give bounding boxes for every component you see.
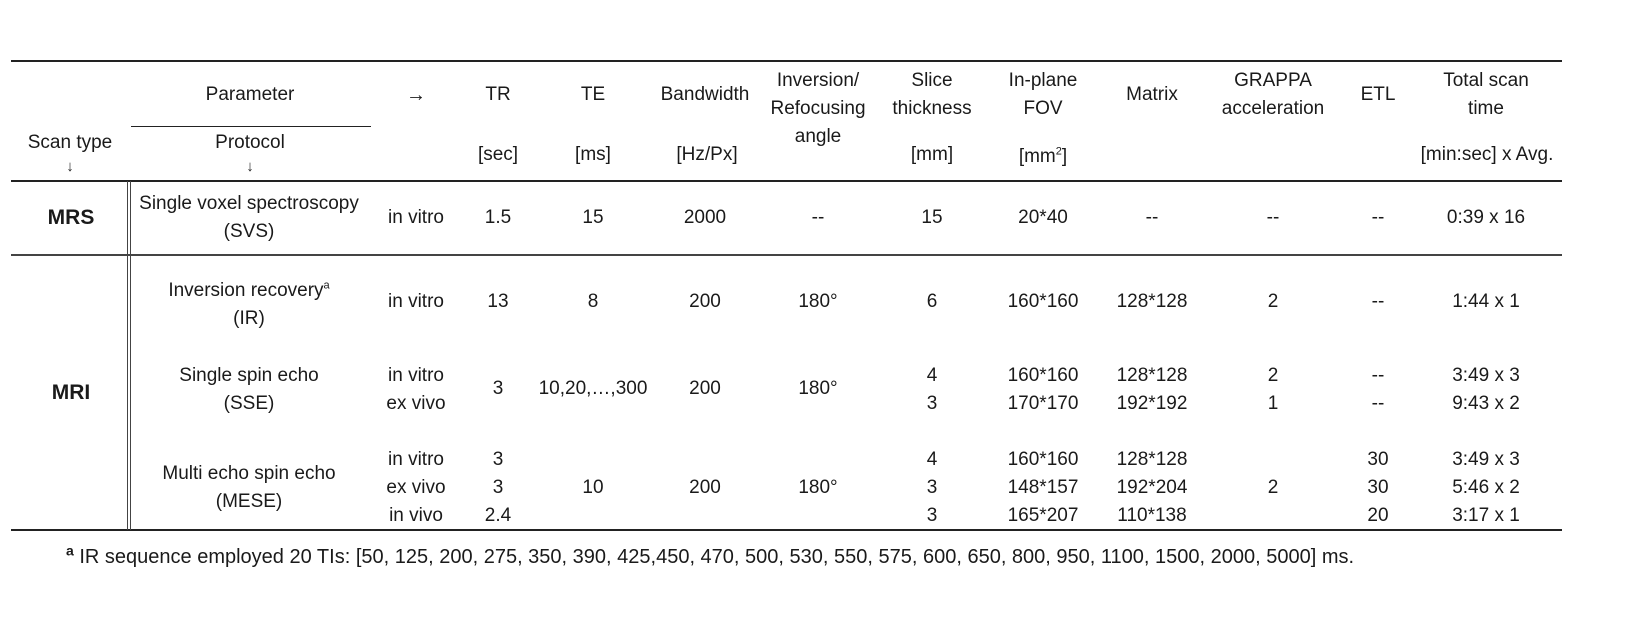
header-time-unit: [min:sec] x Avg. xyxy=(1420,144,1554,165)
mese-fov-2: 148*157 xyxy=(1007,477,1079,498)
header-bandwidth: Bandwidth xyxy=(660,84,750,105)
header-fov-line2: FOV xyxy=(1023,98,1063,119)
header-tr-unit: [sec] xyxy=(477,144,519,165)
footnote-text: IR sequence employed 20 TIs: [50, 125, 200, 275, 350, 390, 425,450, 470, 500, 530, 550, 575, 600, 650, 800, 950, 1100, 1500, 2000, 5000] ms. xyxy=(79,546,1355,568)
ir-slice: 6 xyxy=(926,291,938,312)
mese-condition-3: in vivo xyxy=(389,505,443,526)
sse-matrix-2: 192*192 xyxy=(1116,393,1188,414)
header-te: TE xyxy=(580,84,606,105)
header-slice-unit: [mm] xyxy=(910,144,954,165)
ir-condition: in vitro xyxy=(388,291,444,312)
mese-te: 10 xyxy=(582,477,604,498)
header-scan-type: Scan type xyxy=(27,132,113,153)
mese-angle: 180° xyxy=(798,477,838,498)
sse-condition-1: in vitro xyxy=(388,365,444,386)
mrs-condition: in vitro xyxy=(388,207,444,228)
header-angle-line3: angle xyxy=(794,126,842,147)
ir-protocol-line1: Inversion recovery$^a$ xyxy=(168,279,330,301)
mese-slice-2: 3 xyxy=(926,477,938,498)
mrs-fov: 20*40 xyxy=(1018,207,1068,228)
mrs-time: 0:39 x 16 xyxy=(1446,207,1526,228)
sse-time-1: 3:49 x 3 xyxy=(1452,365,1520,386)
ir-protocol-line2: (IR) xyxy=(233,308,265,329)
mese-protocol-line1: Multi echo spin echo xyxy=(162,463,336,484)
mrs-etl: -- xyxy=(1371,207,1385,228)
mrs-protocol-line2: (SVS) xyxy=(223,221,275,242)
scan-type-divider-right xyxy=(130,181,131,530)
header-slice-line2: thickness xyxy=(892,98,972,119)
ir-etl: -- xyxy=(1371,291,1385,312)
mese-etl-1: 30 xyxy=(1367,449,1389,470)
mrs-grappa: -- xyxy=(1266,207,1280,228)
scan-type-down-arrow-icon: ↓ xyxy=(66,158,74,175)
sse-angle: 180° xyxy=(798,378,838,399)
header-matrix: Matrix xyxy=(1126,84,1178,105)
mese-etl-3: 20 xyxy=(1367,505,1389,526)
mese-protocol-line2: (MESE) xyxy=(215,491,283,512)
scan-type-mri: MRI xyxy=(51,381,91,404)
sse-etl-2: -- xyxy=(1371,393,1385,414)
header-bottom-rule xyxy=(11,180,1562,182)
mrs-bandwidth: 2000 xyxy=(683,207,727,228)
sse-protocol-line2: (SSE) xyxy=(223,393,275,414)
header-tr: TR xyxy=(485,84,511,105)
header-te-unit: [ms] xyxy=(575,144,611,165)
header-grappa-line2: acceleration xyxy=(1221,98,1325,119)
mese-matrix-3: 110*138 xyxy=(1117,505,1187,526)
header-slice-line1: Slice xyxy=(911,70,953,91)
header-fov-line1: In-plane xyxy=(1008,70,1078,91)
header-protocol: Protocol xyxy=(215,132,285,153)
mese-etl-2: 30 xyxy=(1367,477,1389,498)
sse-grappa-1: 2 xyxy=(1267,365,1279,386)
mrs-matrix: -- xyxy=(1145,207,1159,228)
header-parameter: Parameter xyxy=(205,84,295,105)
mrs-angle: -- xyxy=(811,207,825,228)
sse-slice-2: 3 xyxy=(926,393,938,414)
ir-te: 8 xyxy=(587,291,599,312)
mrs-slice: 15 xyxy=(921,207,943,228)
mrs-protocol-line1: Single voxel spectroscopy xyxy=(139,193,359,214)
scan-type-mrs: MRS xyxy=(47,206,95,229)
table-bottom-rule xyxy=(11,529,1562,531)
mese-condition-1: in vitro xyxy=(388,449,444,470)
mese-condition-2: ex vivo xyxy=(386,477,446,498)
mrs-mri-rule xyxy=(11,254,1562,256)
mese-fov-1: 160*160 xyxy=(1007,449,1079,470)
sse-fov-1: 160*160 xyxy=(1007,365,1079,386)
mese-tr-3: 2.4 xyxy=(484,505,512,526)
header-grappa-line1: GRAPPA xyxy=(1234,70,1312,91)
mese-time-1: 3:49 x 3 xyxy=(1452,449,1520,470)
mese-grappa: 2 xyxy=(1267,477,1279,498)
header-angle-line2: Refocusing xyxy=(770,98,866,119)
header-bandwidth-unit: [Hz/Px] xyxy=(676,144,738,165)
scan-type-divider-left xyxy=(127,181,128,530)
mese-tr-2: 3 xyxy=(492,477,504,498)
sse-fov-2: 170*170 xyxy=(1007,393,1079,414)
mese-slice-1: 4 xyxy=(926,449,938,470)
header-time-line2: time xyxy=(1468,98,1504,119)
table-top-rule xyxy=(11,60,1562,62)
ir-angle: 180° xyxy=(798,291,838,312)
mrs-te: 15 xyxy=(582,207,604,228)
ir-grappa: 2 xyxy=(1267,291,1279,312)
ir-time: 1:44 x 1 xyxy=(1452,291,1520,312)
mese-matrix-1: 128*128 xyxy=(1116,449,1188,470)
parameter-protocol-divider xyxy=(131,126,371,127)
mese-fov-3: 165*207 xyxy=(1007,505,1079,526)
ir-bandwidth: 200 xyxy=(689,291,721,312)
sse-etl-1: -- xyxy=(1371,365,1385,386)
header-time-line1: Total scan xyxy=(1443,70,1529,91)
sse-bandwidth: 200 xyxy=(689,378,721,399)
sse-te: 10,20,…,300 xyxy=(538,378,648,399)
sse-condition-2: ex vivo xyxy=(386,393,446,414)
ir-matrix: 128*128 xyxy=(1116,291,1188,312)
sse-slice-1: 4 xyxy=(926,365,938,386)
mese-bandwidth: 200 xyxy=(689,477,721,498)
mrs-tr: 1.5 xyxy=(484,207,512,228)
header-etl: ETL xyxy=(1360,84,1396,105)
right-arrow-icon: → xyxy=(406,84,426,106)
protocol-down-arrow-icon: ↓ xyxy=(246,158,254,175)
table-footnote xyxy=(66,542,1355,568)
header-angle-line1: Inversion/ xyxy=(776,70,860,91)
mese-tr-1: 3 xyxy=(492,449,504,470)
header-fov-unit: $[mm^2]$ xyxy=(1018,145,1068,167)
sse-protocol-line1: Single spin echo xyxy=(179,365,319,386)
mese-time-2: 5:46 x 2 xyxy=(1452,477,1520,498)
ir-fov: 160*160 xyxy=(1007,291,1079,312)
mese-time-3: 3:17 x 1 xyxy=(1452,505,1520,526)
mese-matrix-2: 192*204 xyxy=(1116,477,1188,498)
sse-time-2: 9:43 x 2 xyxy=(1452,393,1520,414)
ir-tr: 13 xyxy=(487,291,509,312)
sse-tr: 3 xyxy=(492,378,504,399)
sse-grappa-2: 1 xyxy=(1267,393,1279,414)
sse-matrix-1: 128*128 xyxy=(1116,365,1188,386)
mese-slice-3: 3 xyxy=(926,505,938,526)
footnote-mark: a xyxy=(66,542,74,559)
